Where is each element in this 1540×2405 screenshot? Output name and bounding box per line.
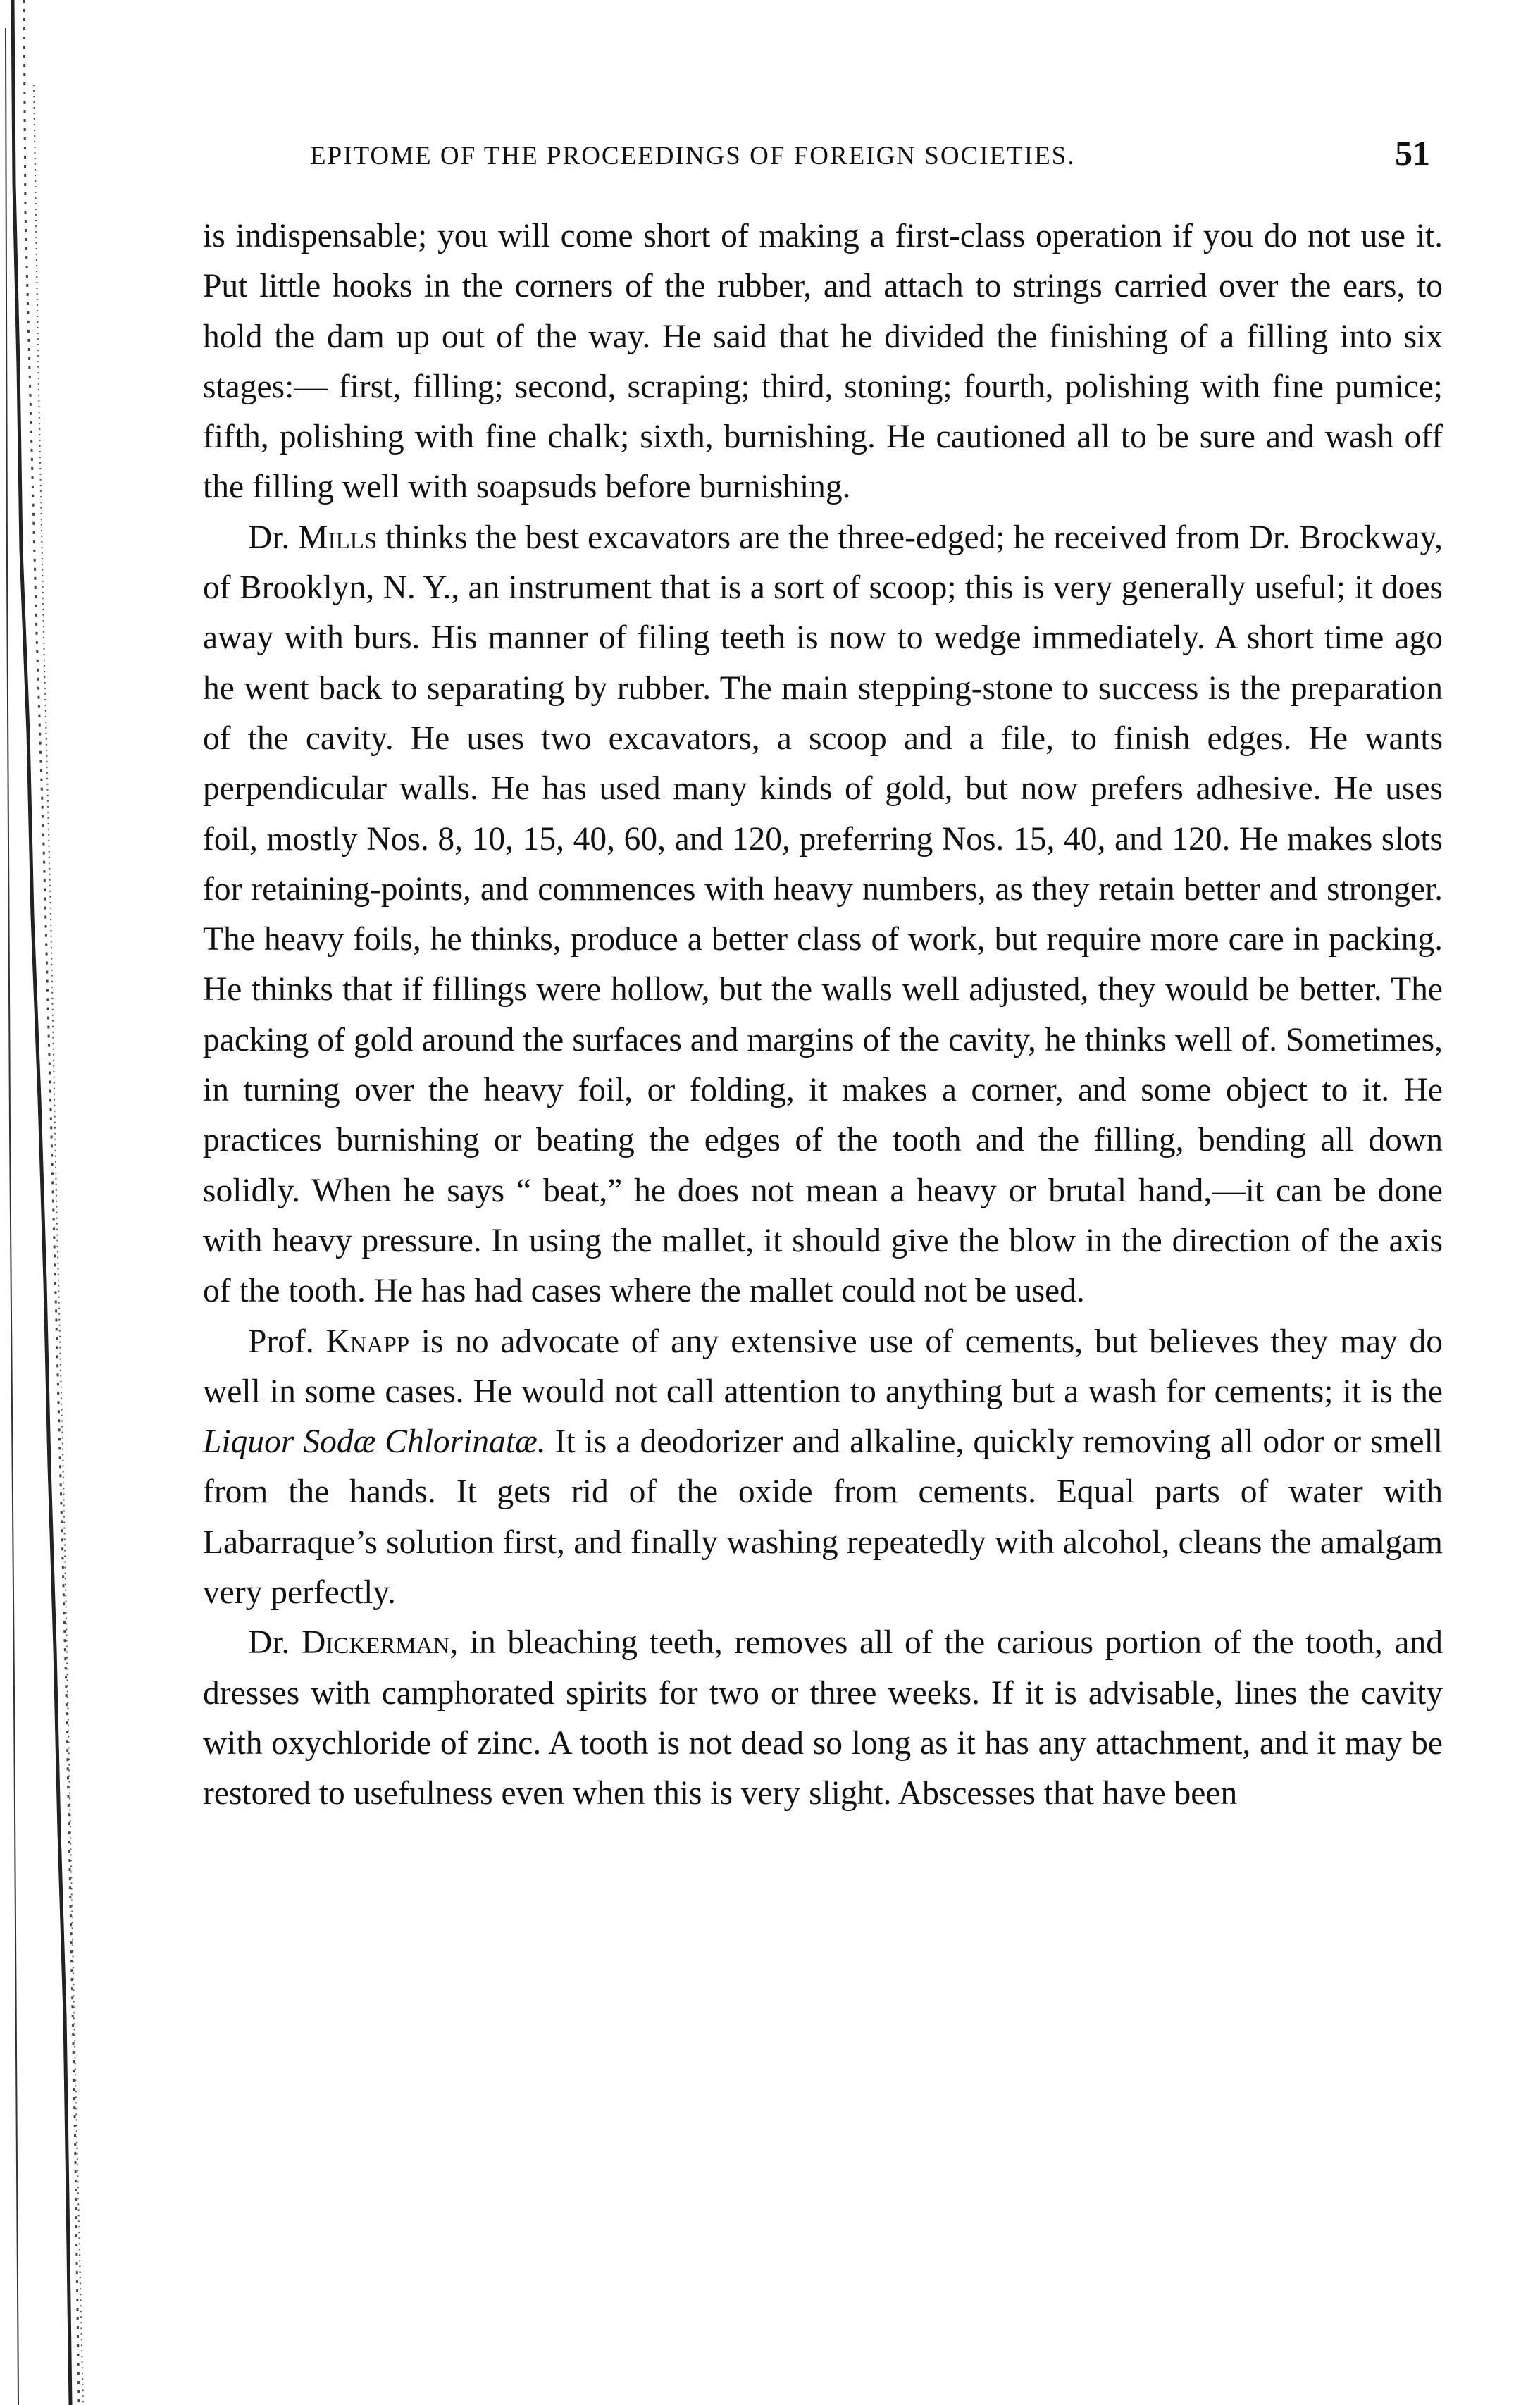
paragraph [203, 513, 1443, 1317]
speaker-title: Prof. [248, 1323, 314, 1360]
page-number: 51 [1395, 133, 1430, 173]
body-text [203, 211, 1443, 1819]
paragraph-text: thinks the best excavators are the three-edged; he received from Dr. Brockway, of Brooklyn, N. Y., an instrument that is a sort of scoop; this is very generally useful; it does away with burs. His manner of filing teeth is now to wedge immediately. A short time ago he went back to separating by rubber. The main stepping-stone to success is the preparation of the cavity. He uses two excavators, a scoop and a file, to finish edges. He wants perpendicular walls. He has used many kinds of gold, but now prefers adhesive. He uses foil, mostly Nos. 8, 10, 15, 40, 60, and 120, preferring Nos. 15, 40, and 120. He makes slots for retaining-points, and commences with heavy numbers, as they retain better and stronger. The heavy foils, he thinks, produce a better class of work, but require more care in packing. He thinks that if fillings were hollow, but the walls well adjusted, they would be better. The packing of gold around the surfaces and margins of the cavity, he thinks well of. Sometimes, in turning over the heavy foil, or folding, it makes a corner, and some object to it. He practices burnishing or beating the edges of the tooth and the filling, bending all down solidly. When he says “ beat,” he does not mean a heavy or brutal hand,—it can be done with heavy pressure. In using the mallet, it should give the blow in the direction of the axis of the tooth. He has had cases where the mallet could not be used. [203, 519, 1443, 1310]
paragraph-text: It is a deodorizer and alkaline, quickly removing all odor or smell from the hands. It gets rid of the oxide from cements. Equal parts of water with Labarraque’s solution first, and finally washing repeatedly with alcohol, cleans the amalgam very perfectly. [203, 1423, 1443, 1612]
paragraph-text: , in bleaching teeth, removes all of the carious portion of the tooth, and dresses with camphorated spirits for two or three weeks. If it is advisable, lines the cavity with oxychloride of zinc. A tooth is not dead so long as it has any attachment, and it may be restored to usefulness even when this is very slight. Abscesses that have been [203, 1624, 1443, 1812]
paragraph [203, 1618, 1443, 1819]
speaker-title: Dr. [248, 1624, 290, 1662]
speaker-name: Dickerman [302, 1624, 450, 1662]
running-header [310, 132, 1451, 182]
paragraph-text: is indispensable; you will come short of making a first-class operation if you do not use it. Put little hooks in the corners of the rubber, and attach to strings carried over the ears, to hold the dam up out of the way. He said that he divided the finishing of a filling into six stages:— first, filling; second, scraping; third, stoning; fourth, polishing with fine pumice; fifth, polishing with fine chalk; sixth, burnishing. He cautioned all to be sure and wash off the filling well with soapsuds before burnishing. [203, 218, 1443, 506]
paragraph-text: is no advocate of any extensive use of cements, but believes they may do well in some cases. He would not call attention to anything but a wash for cements; it is the [203, 1323, 1443, 1410]
speaker-title: Dr. [248, 519, 290, 556]
speaker-name: Knapp [325, 1323, 410, 1360]
paragraph [203, 211, 1443, 513]
running-head-title: EPITOME OF THE PROCEEDINGS OF FOREIGN SOCIETIES. [310, 142, 1076, 171]
italic-term: Liquor Sodæ Chlorinatæ. [203, 1423, 546, 1461]
paragraph [203, 1317, 1443, 1619]
scanned-binding-edge [0, 0, 106, 2405]
speaker-name: Mills [298, 519, 378, 556]
